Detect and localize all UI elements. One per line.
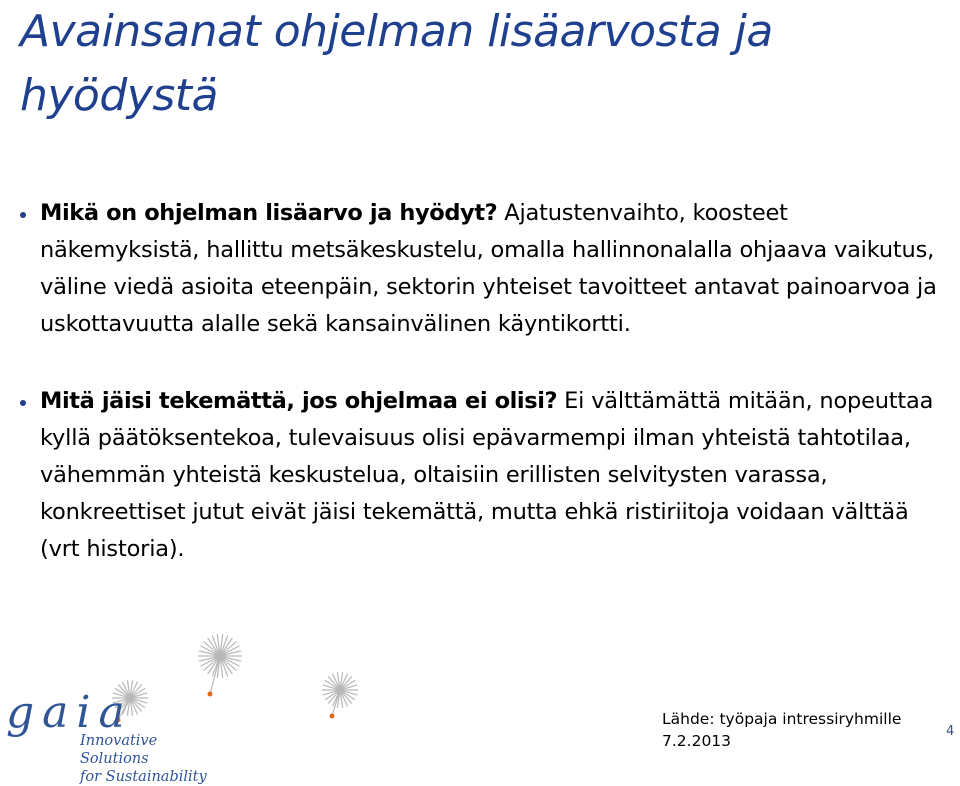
bullet-dot-icon <box>20 400 26 406</box>
logo-tagline-1: Innovative Solutions <box>80 733 158 767</box>
logo-tagline-2: for Sustainability <box>80 769 207 785</box>
gaia-logo <box>0 687 230 785</box>
seed-dot <box>330 714 335 719</box>
slide-title: Avainsanat ohjelman lisäarvosta ja hyödystä <box>20 6 773 121</box>
logo-tagline <box>80 732 230 786</box>
logo-word: gaia <box>6 687 133 738</box>
bullet-item-without <box>20 383 945 568</box>
bullet-question: Mikä on ohjelman lisäarvo ja hyödyt? <box>40 200 498 226</box>
bullet-list <box>20 195 945 568</box>
bullet-answer: Ei välttämättä mitään, nopeuttaa kyllä päätöksentekoa, tulevaisuus olisi epävarmempi ilman yhteistä tahtotilaa, vähemmän yhteistä keskustelua, oltaisiin erillisten selvitysten varassa, konkreettiset jutut eivät jäisi tekemättä, mutta ehkä ristiriitoja voidaan välttää (vrt historia). <box>40 388 934 562</box>
source-date: 7.2.2013 <box>662 732 732 750</box>
bullet-question: Mitä jäisi tekemättä, jos ohjelmaa ei olisi? <box>40 388 558 414</box>
page-number: 4 <box>946 724 955 739</box>
bullet-answer: Ajatustenvaihto, koosteet näkemyksistä, hallittu metsäkeskustelu, omalla hallinnonalalla ohjaava vaikutus, väline viedä asioita eteenpäin, sektorin yhteiset tavoitteet antavat painoarvoa ja uskottavuutta alalle sekä kansainvälinen käyntikortti. <box>40 200 937 337</box>
source-note <box>662 708 901 752</box>
bullet-dot-icon <box>20 212 26 218</box>
source-line-1: Lähde: työpaja intressiryhmille <box>662 710 902 728</box>
bullet-item-value <box>20 195 945 343</box>
